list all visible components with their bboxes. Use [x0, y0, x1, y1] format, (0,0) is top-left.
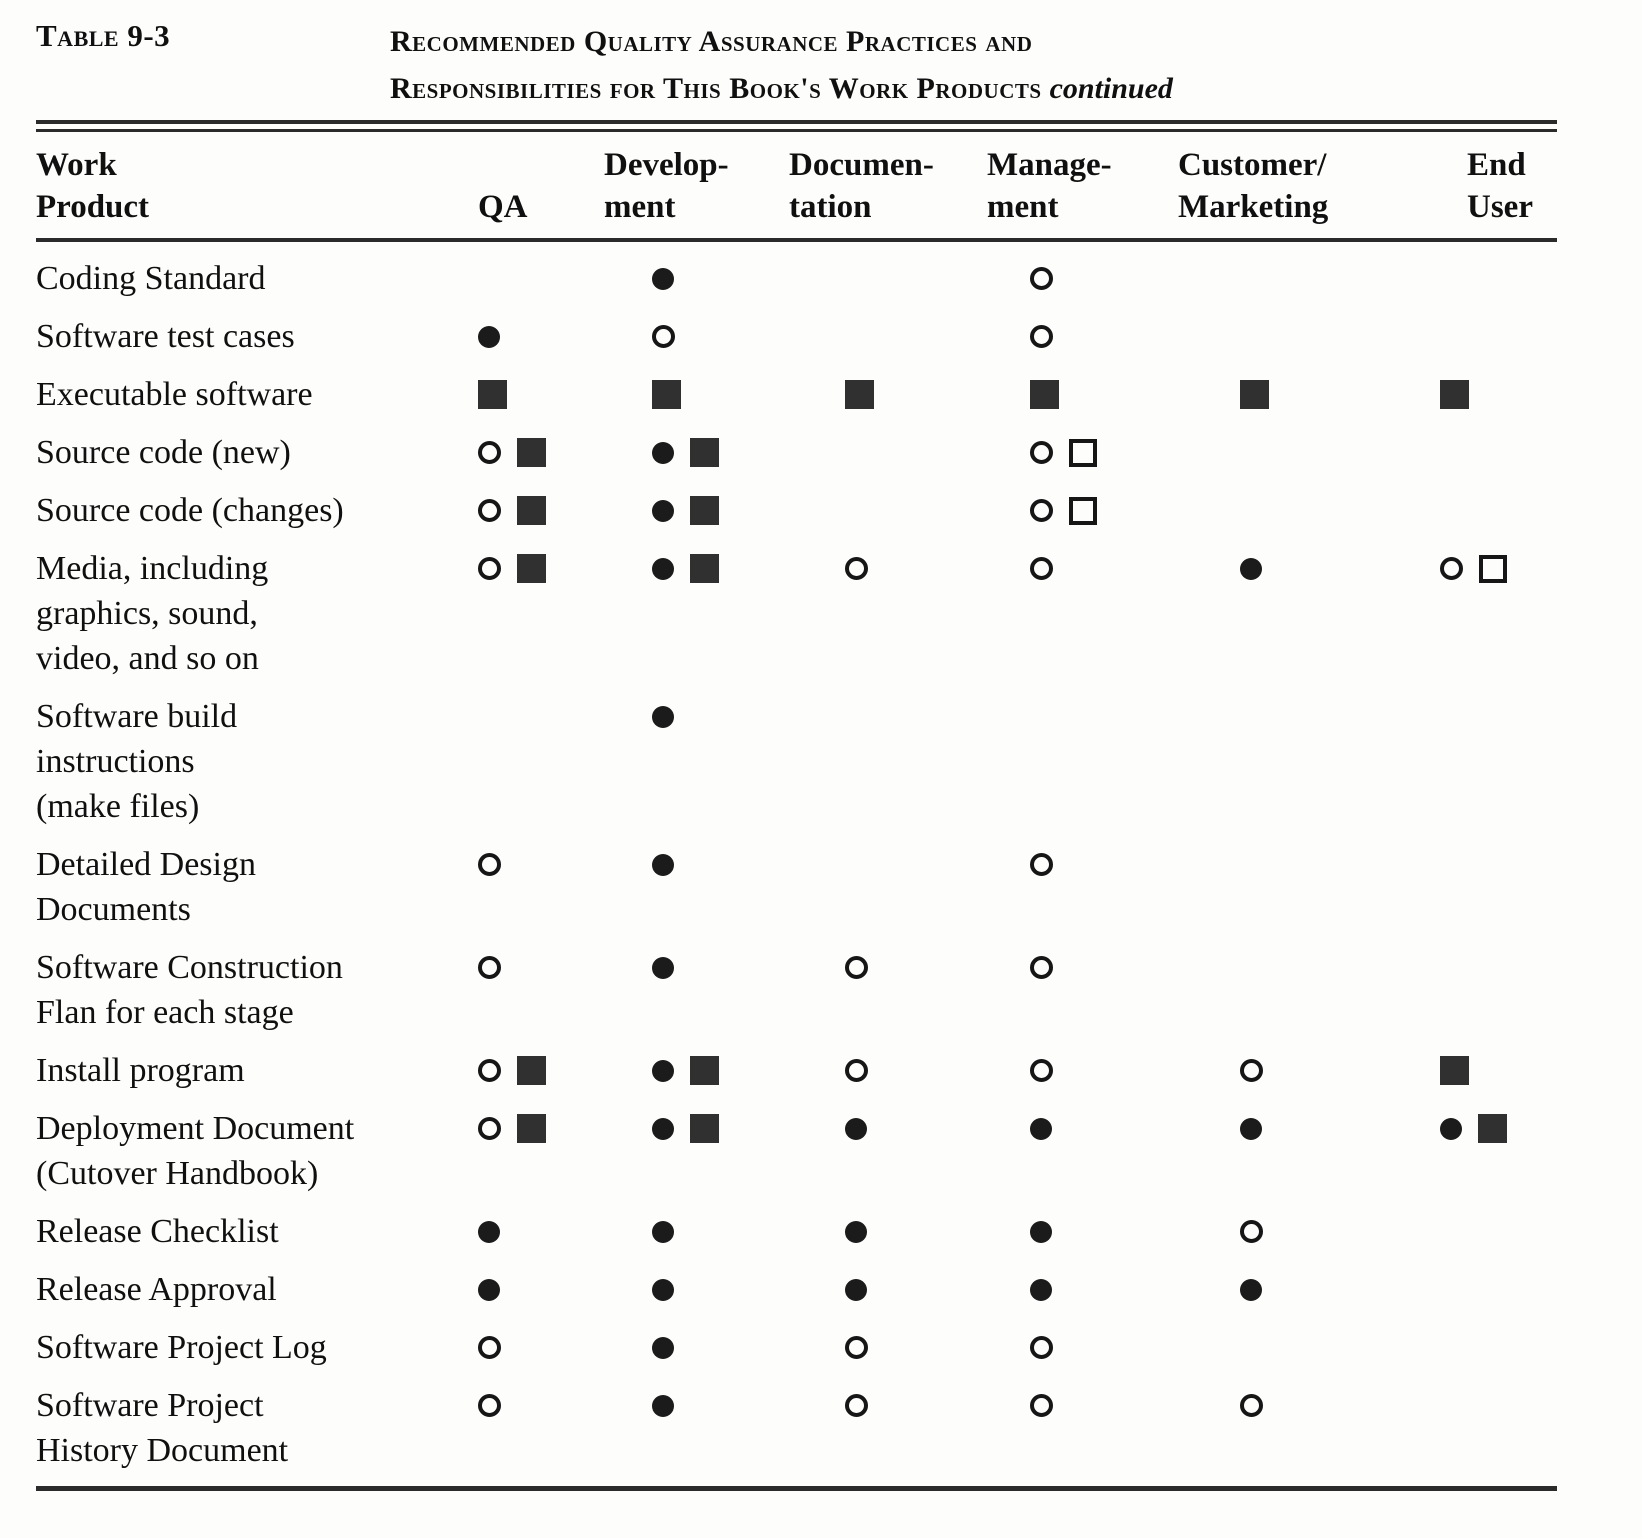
filled-circle-mark — [845, 1118, 867, 1140]
cell-qa — [440, 694, 600, 739]
open-circle-mark — [1030, 956, 1053, 979]
cell-documentation — [785, 430, 965, 475]
open-circle-mark — [845, 557, 868, 580]
cell-development — [600, 1325, 785, 1370]
table-row — [36, 1209, 1606, 1254]
cell-end_user — [1380, 1106, 1606, 1151]
cell-end_user — [1380, 430, 1606, 475]
cell-end_user — [1380, 546, 1606, 591]
open-circle-mark — [845, 956, 868, 979]
column-header-documentation: Documen- tation — [789, 147, 934, 225]
cell-management — [965, 1048, 1150, 1093]
filled-square-mark — [517, 1114, 546, 1143]
filled-square-mark — [652, 380, 681, 409]
open-square-mark — [1479, 555, 1507, 583]
open-circle-mark — [478, 441, 501, 464]
filled-square-mark — [478, 380, 507, 409]
cell-management — [965, 1209, 1150, 1254]
open-circle-mark — [478, 1059, 501, 1082]
table-row — [36, 546, 1606, 681]
cell-management — [965, 430, 1150, 475]
open-circle-mark — [478, 956, 501, 979]
open-square-mark — [1069, 497, 1097, 525]
cell-end_user — [1380, 842, 1606, 887]
cell-customer_marketing — [1150, 1383, 1380, 1428]
table-row — [36, 842, 1606, 932]
filled-circle-mark — [652, 1337, 674, 1359]
cell-qa — [440, 256, 600, 301]
cell-documentation — [785, 256, 965, 301]
cell-development — [600, 372, 785, 417]
open-circle-mark — [1030, 441, 1053, 464]
filled-circle-mark — [652, 558, 674, 580]
open-circle-mark — [1440, 557, 1463, 580]
cell-qa — [440, 1106, 600, 1151]
cell-qa — [440, 1383, 600, 1428]
cell-end_user — [1380, 314, 1606, 359]
work-product-label: Software Construction Flan for each stage — [36, 949, 343, 1031]
column-header-development: Develop- ment — [604, 147, 729, 225]
cell-end_user — [1380, 488, 1606, 533]
filled-circle-mark — [652, 854, 674, 876]
cell-qa — [440, 1325, 600, 1370]
column-header-work_product: Work Product — [36, 147, 150, 225]
filled-circle-mark — [845, 1279, 867, 1301]
cell-qa — [440, 430, 600, 475]
table-title-line2: Responsibilities for This Book's Work Products continued — [390, 72, 1173, 105]
filled-square-mark — [845, 380, 874, 409]
cell-documentation — [785, 314, 965, 359]
cell-qa — [440, 842, 600, 887]
open-circle-mark — [478, 1117, 501, 1140]
open-circle-mark — [845, 1336, 868, 1359]
work-product-label: Software test cases — [36, 318, 295, 355]
cell-documentation — [785, 372, 965, 417]
cell-management — [965, 694, 1150, 739]
filled-circle-mark — [478, 1221, 500, 1243]
cell-customer_marketing — [1150, 488, 1380, 533]
cell-management — [965, 488, 1150, 533]
filled-circle-mark — [1030, 1118, 1052, 1140]
table-row — [36, 694, 1606, 829]
open-circle-mark — [1030, 1336, 1053, 1359]
filled-square-mark — [690, 1114, 719, 1143]
cell-end_user — [1380, 694, 1606, 739]
table-row — [36, 314, 1606, 359]
table-title — [390, 18, 1173, 112]
column-header-end_user: End User — [1467, 147, 1533, 225]
work-product-label: Release Approval — [36, 1271, 277, 1308]
column-header-customer_marketing: Customer/ Marketing — [1178, 147, 1329, 225]
cell-management — [965, 546, 1150, 591]
filled-circle-mark — [652, 268, 674, 290]
filled-circle-mark — [652, 500, 674, 522]
open-circle-mark — [478, 1394, 501, 1417]
column-header-qa: QA — [478, 189, 528, 225]
top-double-rule — [36, 120, 1606, 132]
filled-circle-mark — [652, 1118, 674, 1140]
cell-documentation — [785, 1267, 965, 1312]
cell-end_user — [1380, 1267, 1606, 1312]
column-header-management: Manage- ment — [987, 147, 1112, 225]
cell-documentation — [785, 546, 965, 591]
cell-development — [600, 256, 785, 301]
cell-documentation — [785, 842, 965, 887]
filled-circle-mark — [652, 957, 674, 979]
filled-square-mark — [517, 1056, 546, 1085]
open-circle-mark — [1240, 1220, 1263, 1243]
work-product-label: Detailed Design Documents — [36, 846, 256, 928]
filled-circle-mark — [1030, 1279, 1052, 1301]
table-row — [36, 1325, 1606, 1370]
table-body — [36, 242, 1606, 1473]
filled-square-mark — [517, 438, 546, 467]
filled-circle-mark — [652, 1279, 674, 1301]
filled-square-mark — [1240, 380, 1269, 409]
cell-end_user — [1380, 1383, 1606, 1428]
cell-qa — [440, 1267, 600, 1312]
work-product-label: Media, including graphics, sound, video, and so on — [36, 550, 269, 677]
cell-management — [965, 945, 1150, 990]
cell-qa — [440, 314, 600, 359]
table-row — [36, 1106, 1606, 1196]
cell-qa — [440, 546, 600, 591]
cell-development — [600, 1106, 785, 1151]
open-circle-mark — [652, 325, 675, 348]
cell-customer_marketing — [1150, 314, 1380, 359]
cell-development — [600, 314, 785, 359]
filled-circle-mark — [652, 706, 674, 728]
filled-square-mark — [690, 1056, 719, 1085]
cell-customer_marketing — [1150, 842, 1380, 887]
cell-customer_marketing — [1150, 1325, 1380, 1370]
cell-documentation — [785, 1106, 965, 1151]
filled-circle-mark — [1240, 558, 1262, 580]
cell-end_user — [1380, 1325, 1606, 1370]
work-product-label: Executable software — [36, 376, 313, 413]
open-circle-mark — [478, 499, 501, 522]
cell-qa — [440, 488, 600, 533]
cell-end_user — [1380, 1209, 1606, 1254]
cell-documentation — [785, 1209, 965, 1254]
cell-development — [600, 1209, 785, 1254]
open-circle-mark — [1030, 325, 1053, 348]
cell-end_user — [1380, 256, 1606, 301]
open-circle-mark — [1030, 557, 1053, 580]
cell-management — [965, 842, 1150, 887]
cell-end_user — [1380, 372, 1606, 417]
work-product-label: Software Project History Document — [36, 1387, 289, 1469]
table-row — [36, 256, 1606, 301]
cell-documentation — [785, 1383, 965, 1428]
column-header-row — [36, 132, 1606, 238]
open-circle-mark — [478, 1336, 501, 1359]
table-bottom-rule — [36, 1486, 1557, 1491]
cell-end_user — [1380, 945, 1606, 990]
table-row — [36, 488, 1606, 533]
filled-square-mark — [1030, 380, 1059, 409]
cell-management — [965, 1325, 1150, 1370]
filled-circle-mark — [1240, 1118, 1262, 1140]
cell-development — [600, 546, 785, 591]
work-product-label: Install program — [36, 1052, 245, 1089]
cell-management — [965, 1106, 1150, 1151]
filled-circle-mark — [1240, 1279, 1262, 1301]
filled-square-mark — [1440, 380, 1469, 409]
open-circle-mark — [1030, 1059, 1053, 1082]
filled-circle-mark — [652, 442, 674, 464]
table-row — [36, 1383, 1606, 1473]
cell-end_user — [1380, 1048, 1606, 1093]
open-circle-mark — [845, 1394, 868, 1417]
cell-customer_marketing — [1150, 694, 1380, 739]
cell-customer_marketing — [1150, 1048, 1380, 1093]
filled-square-mark — [690, 438, 719, 467]
work-product-label: Coding Standard — [36, 260, 266, 297]
filled-circle-mark — [1030, 1221, 1052, 1243]
table-row — [36, 372, 1606, 417]
open-circle-mark — [1240, 1394, 1263, 1417]
table-caption — [36, 18, 1606, 114]
table-row — [36, 1267, 1606, 1312]
cell-customer_marketing — [1150, 1209, 1380, 1254]
filled-square-mark — [1478, 1114, 1507, 1143]
filled-circle-mark — [845, 1221, 867, 1243]
open-circle-mark — [1030, 499, 1053, 522]
open-circle-mark — [1240, 1059, 1263, 1082]
filled-circle-mark — [652, 1395, 674, 1417]
filled-square-mark — [690, 554, 719, 583]
cell-documentation — [785, 488, 965, 533]
cell-customer_marketing — [1150, 256, 1380, 301]
work-product-label: Source code (changes) — [36, 492, 344, 529]
cell-documentation — [785, 945, 965, 990]
cell-customer_marketing — [1150, 1106, 1380, 1151]
continued-note: continued — [1049, 72, 1173, 105]
cell-customer_marketing — [1150, 372, 1380, 417]
filled-square-mark — [1440, 1056, 1469, 1085]
cell-customer_marketing — [1150, 430, 1380, 475]
cell-qa — [440, 945, 600, 990]
cell-development — [600, 1267, 785, 1312]
open-circle-mark — [1030, 267, 1053, 290]
cell-management — [965, 1267, 1150, 1312]
cell-customer_marketing — [1150, 945, 1380, 990]
open-circle-mark — [478, 853, 501, 876]
work-product-label: Release Checklist — [36, 1213, 279, 1250]
cell-development — [600, 1048, 785, 1093]
cell-development — [600, 694, 785, 739]
cell-qa — [440, 1209, 600, 1254]
cell-development — [600, 842, 785, 887]
cell-development — [600, 488, 785, 533]
cell-qa — [440, 1048, 600, 1093]
filled-square-mark — [517, 554, 546, 583]
work-product-label: Software build instructions (make files) — [36, 698, 238, 825]
cell-qa — [440, 372, 600, 417]
cell-management — [965, 1383, 1150, 1428]
work-product-label: Software Project Log — [36, 1329, 327, 1366]
cell-documentation — [785, 1048, 965, 1093]
cell-documentation — [785, 694, 965, 739]
filled-circle-mark — [1440, 1118, 1462, 1140]
table-number-label: Table 9-3 — [36, 18, 171, 53]
filled-circle-mark — [478, 326, 500, 348]
cell-development — [600, 430, 785, 475]
cell-management — [965, 372, 1150, 417]
cell-customer_marketing — [1150, 1267, 1380, 1312]
open-square-mark — [1069, 439, 1097, 467]
table-title-line1: Recommended Quality Assurance Practices and — [390, 25, 1033, 58]
table-row — [36, 1048, 1606, 1093]
cell-development — [600, 945, 785, 990]
cell-documentation — [785, 1325, 965, 1370]
cell-customer_marketing — [1150, 546, 1380, 591]
open-circle-mark — [1030, 1394, 1053, 1417]
work-product-label: Deployment Document (Cutover Handbook) — [36, 1110, 355, 1192]
cell-development — [600, 1383, 785, 1428]
table-row — [36, 945, 1606, 1035]
filled-circle-mark — [652, 1221, 674, 1243]
open-circle-mark — [1030, 853, 1053, 876]
filled-circle-mark — [478, 1279, 500, 1301]
cell-management — [965, 314, 1150, 359]
filled-circle-mark — [652, 1060, 674, 1082]
filled-square-mark — [690, 496, 719, 525]
table-row — [36, 430, 1606, 475]
work-product-label: Source code (new) — [36, 434, 291, 471]
open-circle-mark — [478, 557, 501, 580]
filled-square-mark — [517, 496, 546, 525]
cell-management — [965, 256, 1150, 301]
open-circle-mark — [845, 1059, 868, 1082]
